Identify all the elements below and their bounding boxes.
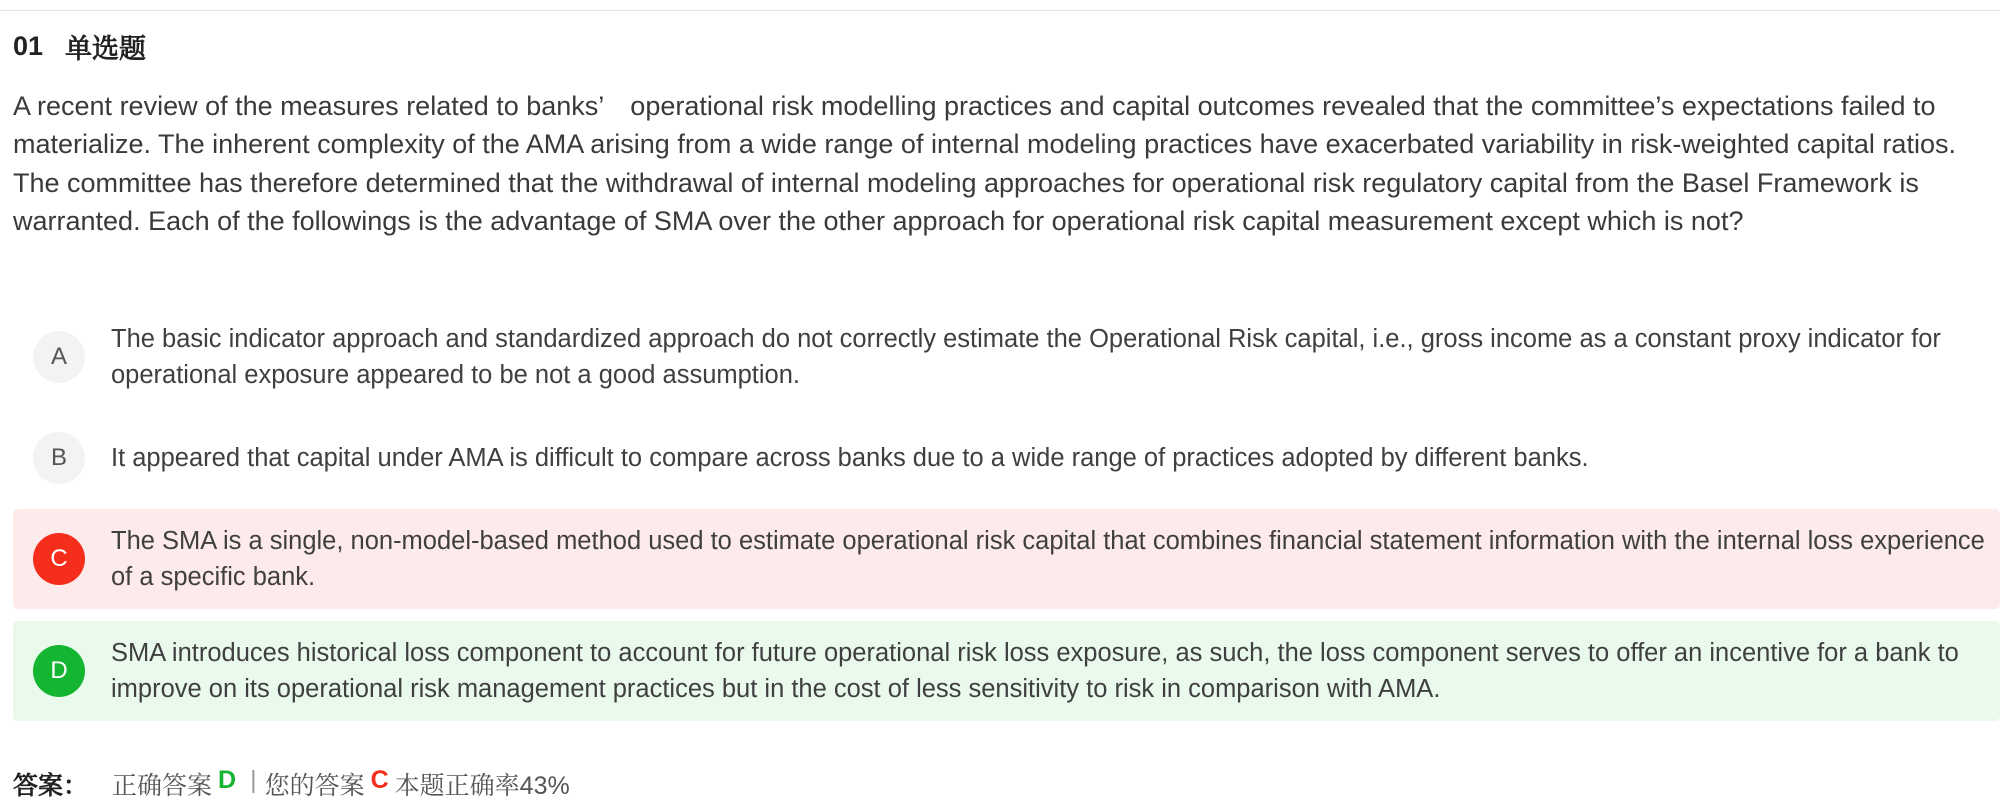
accuracy-rate: 本题正确率43% [394,772,570,800]
question-type: 单选题 [65,33,147,64]
question-number: 01 [13,30,44,61]
option-c[interactable] [13,509,2000,609]
option-badge-d: D [33,645,85,697]
option-a[interactable] [13,320,2000,394]
your-answer-label: 您的答案 [264,772,365,800]
option-badge-b: B [33,432,85,484]
option-d[interactable] [13,621,2000,721]
question-header [13,28,146,64]
answer-summary [13,766,570,800]
option-badge-c: C [33,533,85,585]
correct-answer-value: D [218,766,237,794]
option-b[interactable] [13,432,2000,484]
option-badge-a: A [33,331,85,383]
answer-label: 答案： [13,772,89,800]
divider [0,10,2000,11]
option-text-b: It appeared that capital under AMA is difficult to compare across banks due to a wide range of practices adopted by different banks. [111,444,1589,472]
correct-answer-label: 正确答案 [112,772,213,800]
question-text: A recent review of the measures related to banks’ operational risk modelling practices and capital outcomes revealed that the committee’s expectations failed to materialize. The inherent complexity of the AMA arising from a wide range of internal modeling practices have exacerbated variability in risk-weighted capital ratios. The committee has therefore determined that the withdrawal of internal modeling approaches for operational risk regulatory capital from the Basel Framework is warranted. Each of the followings is the advantage of SMA over the other approach for operational risk capital measurement except which is not? [13,91,1956,237]
option-text-a: The basic indicator approach and standardized approach do not correctly estimate the Operational Risk capital, i.e., gross income as a constant proxy indicator for operational exposure appeared to be not a good assumption. [111,325,1941,389]
your-answer-value: C [370,766,389,794]
option-text-d: SMA introduces historical loss component to account for future operational risk loss exposure, as such, the loss component serves to offer an incentive for a bank to improve on its operational risk management practices but in the cost of less sensitivity to risk in comparison with AMA. [111,639,1959,703]
answer-separator: | [250,766,257,794]
option-text-c: The SMA is a single, non-model-based method used to estimate operational risk capital that combines financial statement information with the internal loss experience of a specific bank. [111,527,1985,591]
